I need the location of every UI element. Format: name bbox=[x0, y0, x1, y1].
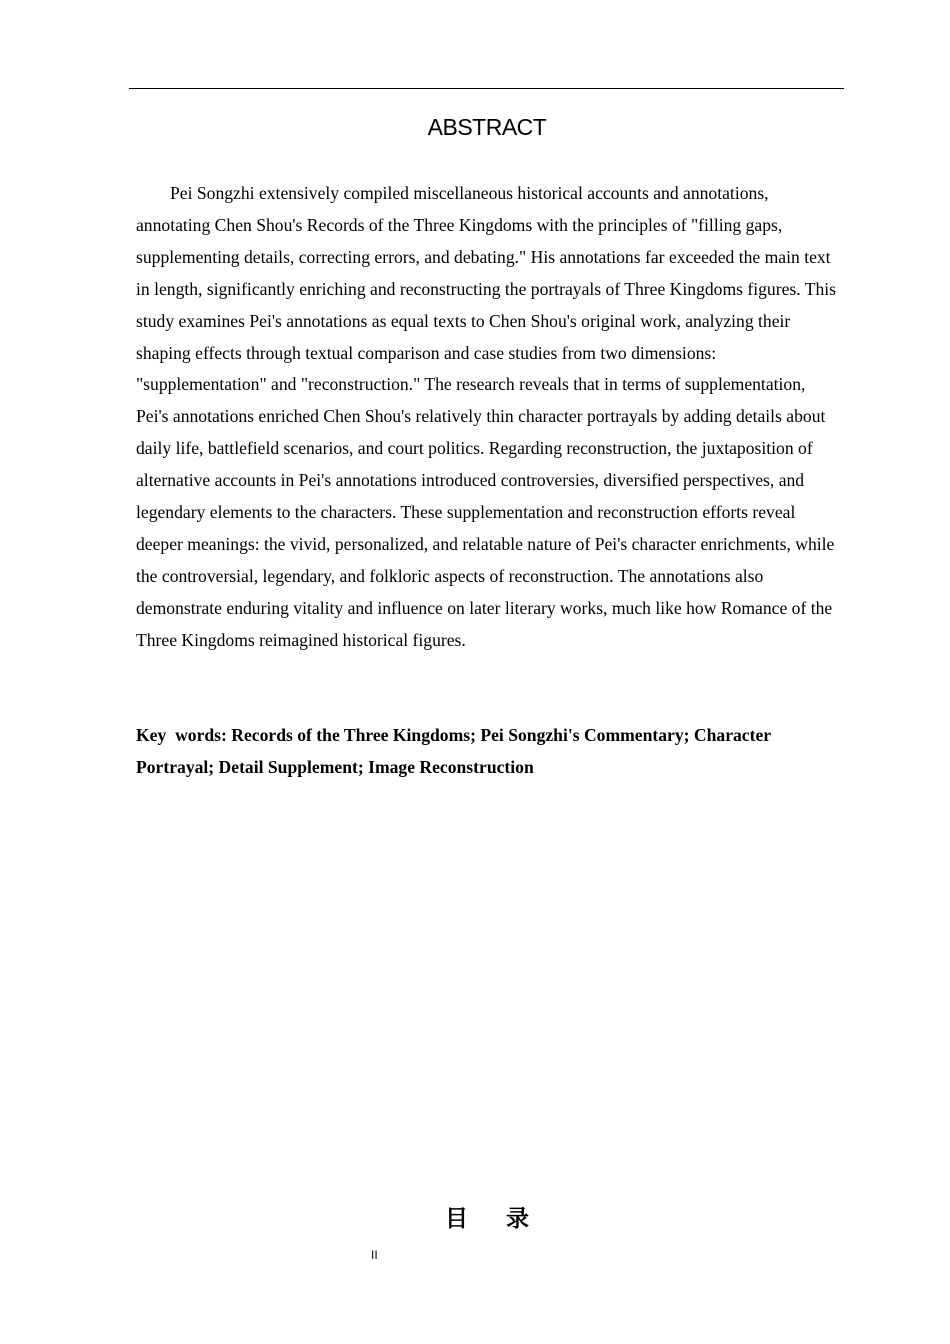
keywords: Key words: Records of the Three Kingdoms; Pei Songzhi's Commentary; Character Portrayal; Detail Supplement; Image Reconstruction bbox=[136, 725, 776, 777]
header-rule bbox=[129, 88, 844, 89]
abstract-title: ABSTRACT bbox=[427, 114, 547, 140]
abstract-body: Pei Songzhi extensively compiled miscellaneous historical accounts and annotations, annotating Chen Shou's Records of the Three Kingdoms with the principles of "filling gaps, supplementing details, correcting errors, and debating." His annotations far exceeded the main text in length, significantly enriching and reconstructing the portrayals of Three Kingdoms figures. This study examines Pei's annotations as equal texts to Chen Shou's original work, analyzing their shaping effects through textual comparison and case studies from two dimensions: "supplementation" and "reconstruction." The research reveals that in terms of supplementation, Pei's annotations enriched Chen Shou's relatively thin character portrayals by adding details about daily life, battlefield scenarios, and court politics. Regarding reconstruction, the juxtaposition of alternative accounts in Pei's annotations introduced controversies, diversified perspectives, and legendary elements to the characters. These supplementation and reconstruction efforts reveal deeper meanings: the vivid, personalized, and relatable nature of Pei's character enrichments, while the controversial, legendary, and folkloric aspects of reconstruction. The annotations also demonstrate enduring vitality and influence on later literary works, much like how Romance of the Three Kingdoms reimagined historical figures. bbox=[136, 183, 837, 650]
toc-title: 目 录 bbox=[444, 1206, 529, 1232]
page-number: II bbox=[371, 1248, 378, 1262]
